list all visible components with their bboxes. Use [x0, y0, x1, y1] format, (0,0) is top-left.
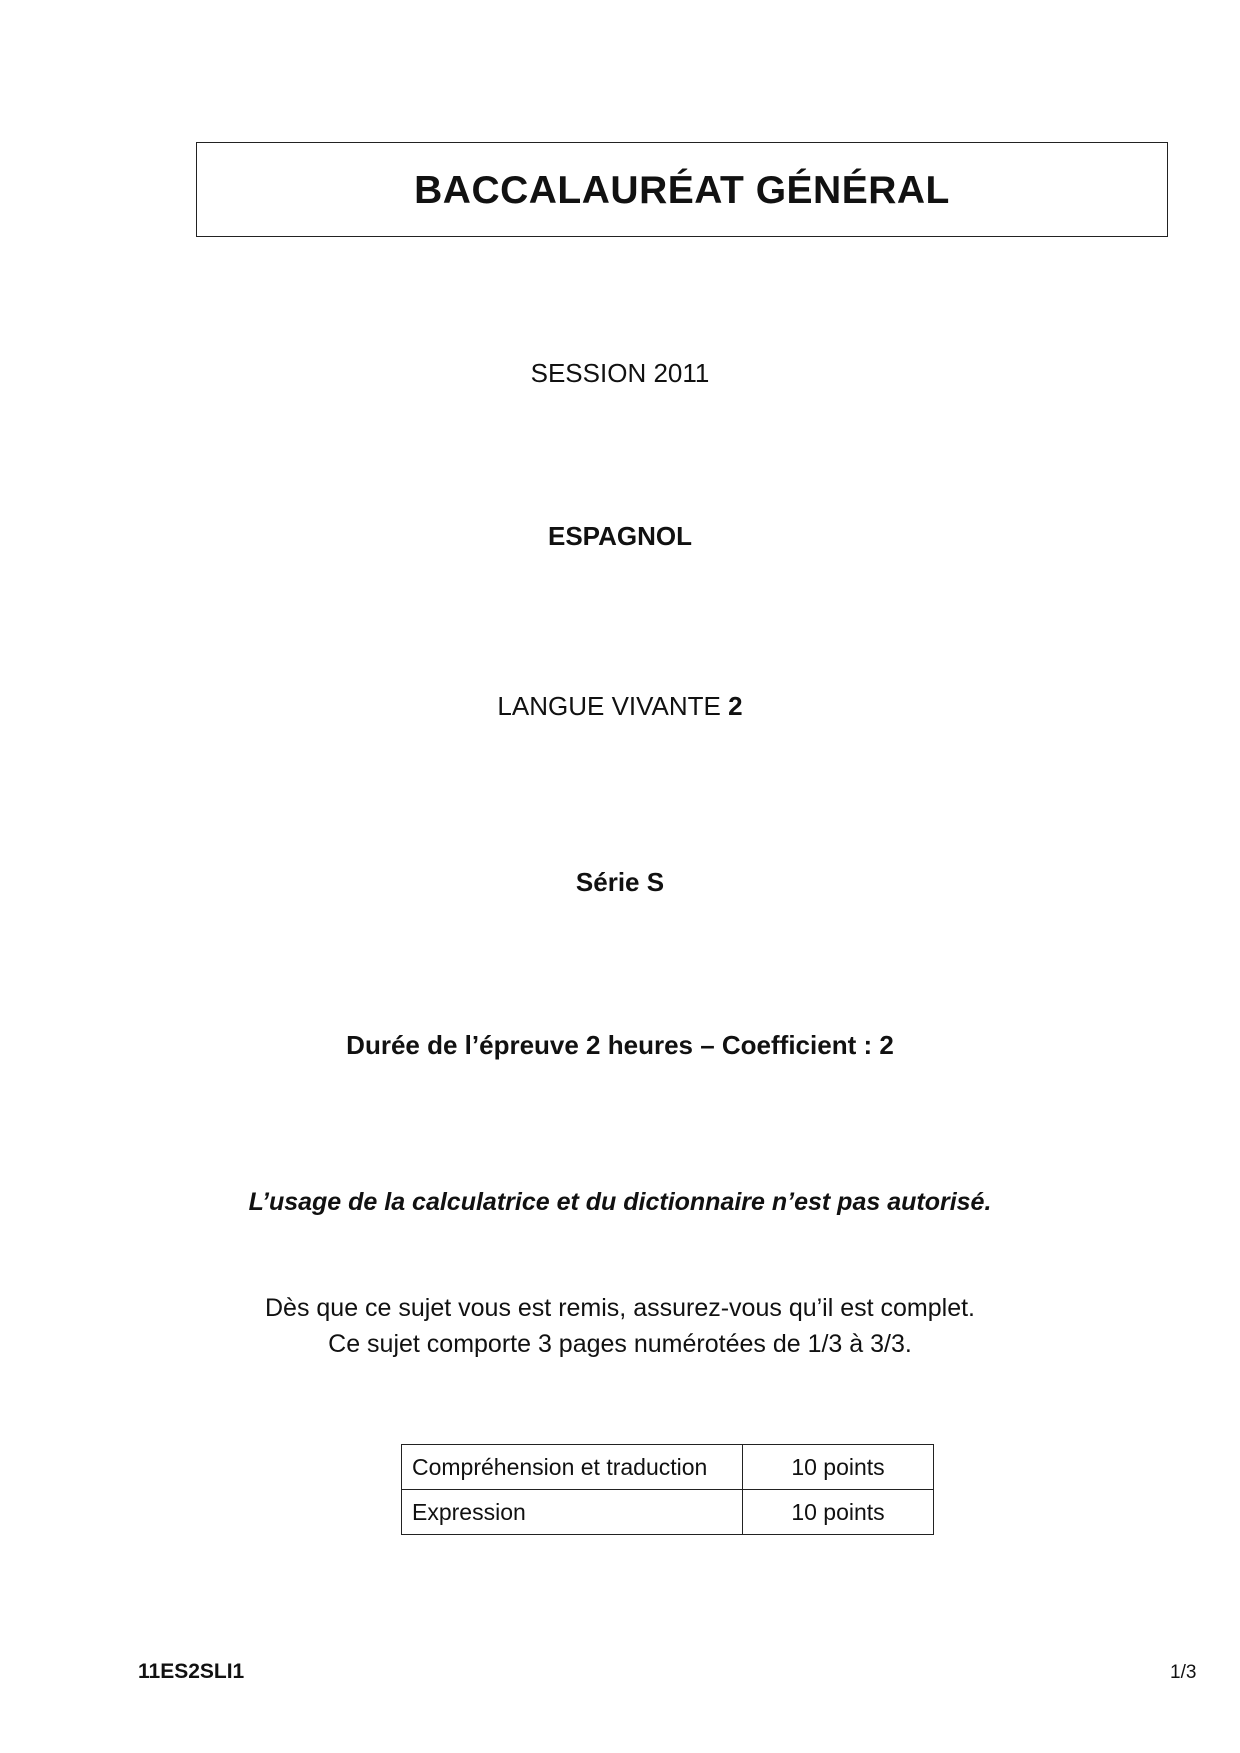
scoring-points: 10 points — [743, 1490, 934, 1535]
title-box — [196, 142, 1168, 237]
exam-title: BACCALAURÉAT GÉNÉRAL — [414, 169, 950, 212]
table-row — [402, 1445, 934, 1490]
subject-name: ESPAGNOL — [548, 521, 692, 551]
instructions — [0, 1290, 1240, 1362]
table-row — [402, 1490, 934, 1535]
scoring-label: Expression — [402, 1490, 743, 1535]
exam-code: 11ES2SLI1 — [138, 1660, 245, 1683]
duration-coefficient: Durée de l’épreuve 2 heures – Coefficient : 2 — [346, 1030, 894, 1060]
page-number: 1/3 — [1170, 1662, 1197, 1683]
scoring-points: 10 points — [743, 1445, 934, 1490]
language-level — [0, 691, 1240, 722]
calculator-dictionary-notice: L’usage de la calculatrice et du dictionnaire n’est pas autorisé. — [248, 1188, 992, 1216]
scoring-label: Compréhension et traduction — [402, 1445, 743, 1490]
instruction-line: Dès que ce sujet vous est remis, assurez-vous qu’il est complet. — [264, 1294, 976, 1322]
series: Série S — [575, 867, 665, 897]
session-year: SESSION 2011 — [530, 358, 710, 388]
scoring-table — [401, 1444, 934, 1535]
instruction-line: Ce sujet comporte 3 pages numérotées de 1/3 à 3/3. — [328, 1330, 912, 1358]
language-level-number: 2 — [728, 691, 743, 721]
language-level-label: LANGUE VIVANTE — [497, 691, 729, 721]
